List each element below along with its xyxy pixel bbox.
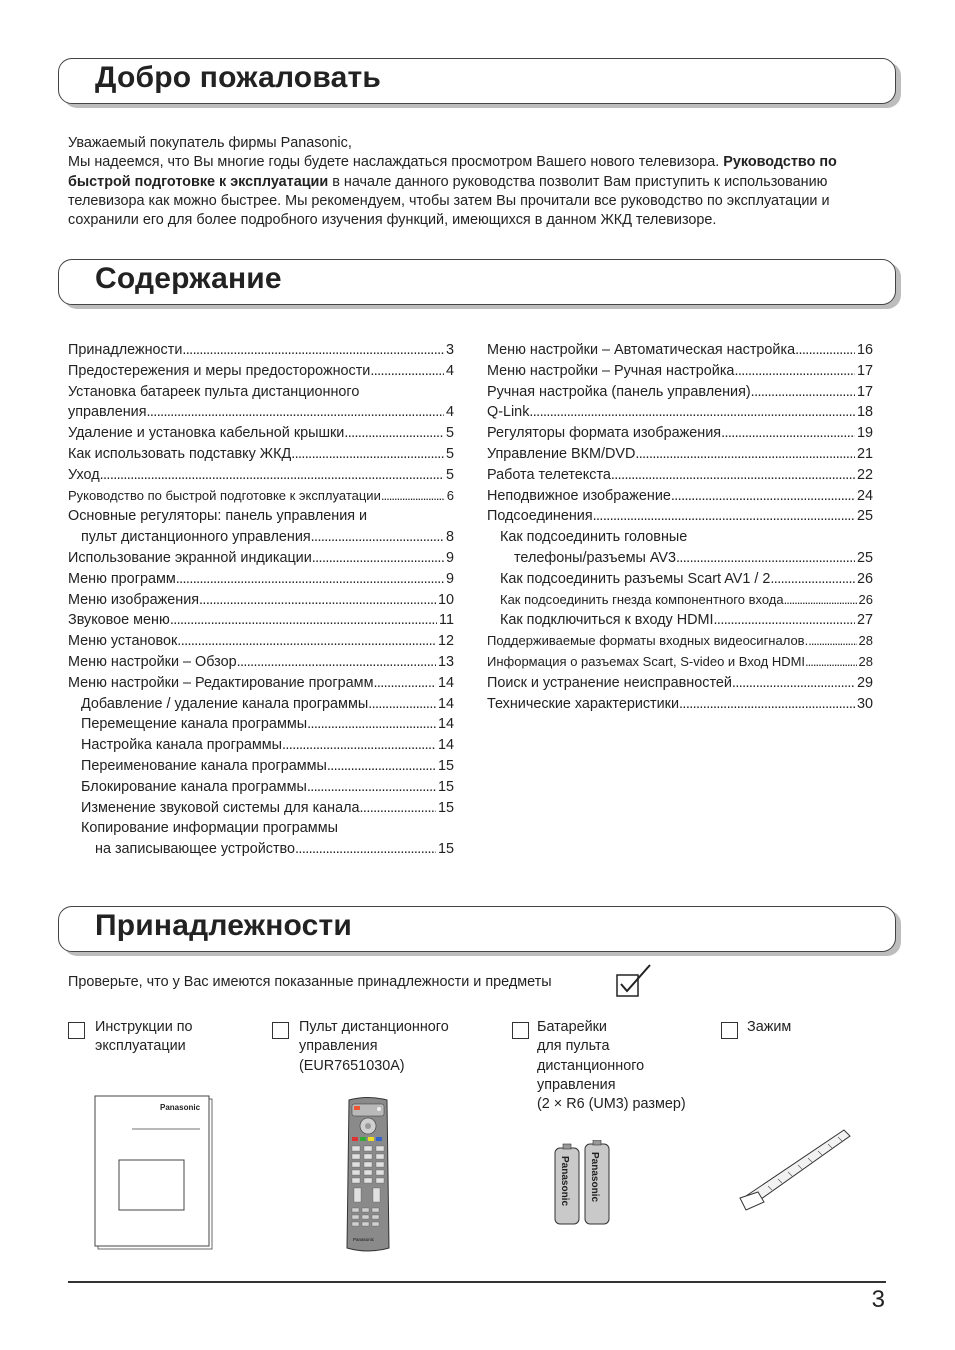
batteries-checkbox[interactable]: [512, 1022, 529, 1039]
toc-entry[interactable]: Технические характеристики . . . 30: [487, 694, 873, 715]
batteries-label-line: для пульта: [537, 1038, 610, 1055]
footer-rule: [68, 1281, 886, 1283]
toc-entry[interactable]: Поддерживаемые форматы входных видеосигналов. . . . 28: [487, 631, 873, 652]
welcome-paragraph-bold: Руководство по быстрой подготовке к эксплуатации: [68, 154, 837, 190]
accessories-intro: Проверьте, что у Вас имеются показанные принадлежности и предметы: [68, 974, 552, 990]
accessories-title: Принадлежности: [95, 909, 353, 942]
toc-entry[interactable]: Меню настройки – Ручная настройка . . . 17: [487, 361, 873, 382]
batteries-label: [537, 1018, 686, 1114]
toc-entry[interactable]: Меню программ . . . 9: [68, 569, 454, 590]
toc-entry[interactable]: Q-Link . . . 18: [487, 402, 873, 423]
toc-entry[interactable]: Работа телетекста . . . 22: [487, 465, 873, 486]
toc-entry[interactable]: на записывающее устройство . . . 15: [68, 839, 454, 860]
toc-entry[interactable]: Как подсоединить гнезда компонентного входа . . . 26: [487, 590, 873, 611]
remote-label-line: управления: [299, 1038, 378, 1055]
toc-entry[interactable]: Информация о разъемах Scart, S-video и Вход HDMI . . . 28: [487, 652, 873, 673]
toc-entry[interactable]: Как использовать подставку ЖКД . . . 5: [68, 444, 454, 465]
manual-label-line: эксплуатации: [95, 1038, 186, 1055]
toc-entry[interactable]: Ручная настройка (панель управления) . . . 17: [487, 382, 873, 403]
toc-left-column: [68, 340, 454, 860]
toc-entry[interactable]: Меню настройки – Обзор . . . 13: [68, 652, 454, 673]
toc-entry[interactable]: Меню настройки – Редактирование программ . . . 14: [68, 673, 454, 694]
batteries-label-line: Батарейки: [537, 1019, 607, 1035]
contents-header: [58, 259, 896, 305]
remote-label-line: (EUR7651030A): [299, 1057, 405, 1074]
toc-entry[interactable]: Блокирование канала программы . . . 15: [68, 777, 454, 798]
toc-entry[interactable]: пульт дистанционного управления . . . 8: [68, 527, 454, 548]
remote-label-line: Пульт дистанционного: [299, 1019, 449, 1035]
welcome-text: [68, 134, 898, 230]
remote-illustration: [343, 1096, 393, 1254]
toc-entry[interactable]: Предостережения и меры предосторожности . . . 4: [68, 361, 454, 382]
toc-entry[interactable]: Удаление и установка кабельной крышки . . . 5: [68, 423, 454, 444]
toc-entry[interactable]: Настройка канала программы . . . 14: [68, 735, 454, 756]
clamp-checkbox[interactable]: [721, 1022, 738, 1039]
toc-entry[interactable]: телефоны/разъемы AV3 . . . 25: [487, 548, 873, 569]
toc-entry[interactable]: Поиск и устранение неисправностей . . . 29: [487, 673, 873, 694]
batteries-illustration: [553, 1140, 613, 1228]
welcome-title: Добро пожаловать: [95, 61, 382, 94]
toc-entry[interactable]: Меню изображения . . . 10: [68, 590, 454, 611]
manual-checkbox[interactable]: [68, 1022, 85, 1039]
welcome-paragraph-end: в начале данного руководства позволит Вам приступить к использованию телевизора как можно быстрее. Мы рекомендуем, чтобы затем Вы прочитали все руководство по эксплуатации и сохранили его для более подробного изучения функций, имеющихся в данном ЖКД телевизоре.: [68, 173, 830, 229]
battery-brand: Panasonic: [559, 1156, 570, 1207]
toc-entry[interactable]: Как подключиться к входу HDMI . . . 27: [487, 610, 873, 631]
toc-entry: Установка батареек пульта дистанционного: [68, 383, 360, 400]
batteries-label-line: дистанционного: [537, 1057, 645, 1074]
toc-entry[interactable]: Звуковое меню . . . 11: [68, 610, 454, 631]
toc-entry[interactable]: управления . . . 4: [68, 402, 454, 423]
welcome-paragraph-start: Мы надеемся, что Вы многие годы будете наслаждаться просмотром Вашего нового телевизора.: [68, 154, 724, 171]
toc-entry[interactable]: Использование экранной индикации . . . 9: [68, 548, 454, 569]
toc-entry[interactable]: Регуляторы формата изображения . . . 19: [487, 423, 873, 444]
batteries-label-line: (2 × R6 (UM3) размер): [537, 1096, 686, 1113]
toc-entry[interactable]: Принадлежности . . . 3: [68, 340, 454, 361]
toc-entry[interactable]: Меню настройки – Автоматическая настройка . . . 16: [487, 340, 873, 361]
welcome-header: [58, 58, 896, 104]
toc-entry[interactable]: Меню установок . . . 12: [68, 631, 454, 652]
toc-entry[interactable]: Управление ВКМ/DVD . . . 21: [487, 444, 873, 465]
welcome-greeting: Уважаемый покупатель фирмы Panasonic,: [68, 135, 352, 151]
battery-brand-2: Panasonic: [589, 1152, 600, 1203]
toc-entry[interactable]: Руководство по быстрой подготовке к эксплуатации . . . 6: [68, 486, 454, 507]
toc-entry: Как подсоединить головные: [500, 529, 688, 546]
toc-entry[interactable]: Неподвижное изображение . . . 24: [487, 486, 873, 507]
accessories-header: [58, 906, 896, 952]
toc-entry: Основные регуляторы: панель управления и: [68, 508, 368, 525]
checkmark-icon: [616, 963, 652, 999]
toc-entry[interactable]: Добавление / удаление канала программы . . . 14: [68, 694, 454, 715]
welcome-paragraph: [68, 153, 898, 230]
manual-illustration: [92, 1094, 220, 1252]
remote-brand: Panasonic: [353, 1237, 375, 1242]
toc-entry[interactable]: Как подсоединить разъемы Scart AV1 / 2 . . . 26: [487, 569, 873, 590]
toc-entry[interactable]: Уход . . . 5: [68, 465, 454, 486]
toc-entry[interactable]: Подсоединения . . . 25: [487, 506, 873, 527]
toc-entry: Копирование информации программы: [81, 820, 338, 837]
contents-title: Содержание: [95, 262, 282, 295]
clamp-illustration: [738, 1126, 856, 1216]
clamp-label: [747, 1018, 791, 1037]
remote-checkbox[interactable]: [272, 1022, 289, 1039]
manual-label-line: Инструкции по: [95, 1019, 193, 1035]
remote-label: [299, 1018, 449, 1076]
page-number: 3: [871, 1286, 885, 1313]
toc-right-column: [487, 340, 873, 714]
toc-entry[interactable]: Перемещение канала программы . . . 14: [68, 714, 454, 735]
manual-brand: Panasonic: [160, 1103, 201, 1112]
toc-entry[interactable]: Переименование канала программы . . . 15: [68, 756, 454, 777]
batteries-label-line: управления: [537, 1076, 616, 1093]
clamp-label-line: Зажим: [747, 1019, 792, 1035]
toc-entry[interactable]: Изменение звуковой системы для канала . . . 15: [68, 798, 454, 819]
manual-label: [95, 1018, 193, 1057]
